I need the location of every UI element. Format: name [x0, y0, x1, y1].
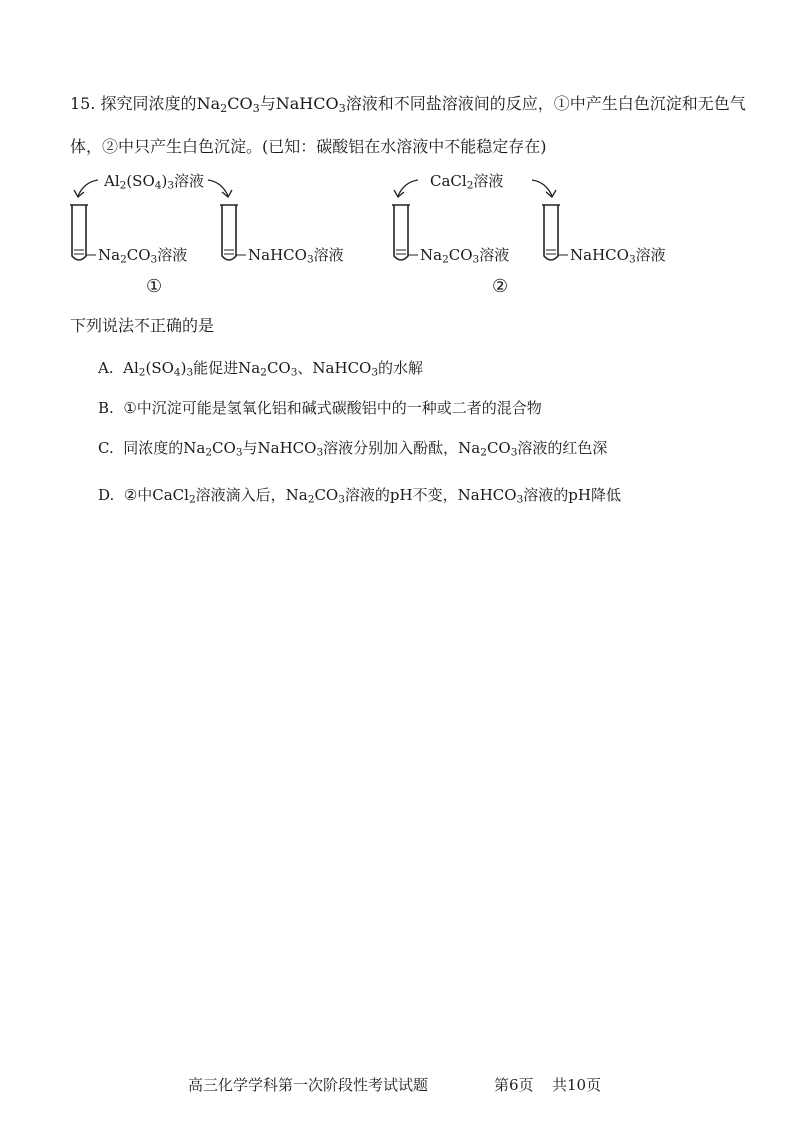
tube-label-nahco3-2: NaHCO$_3$溶液 [570, 246, 666, 266]
tube-label-na2co3-1: $Na_2CO_3$溶液 [98, 246, 188, 266]
option-a: A. $Al_2(SO_4)_3$能促进$Na_2CO_3$、NaHCO$_3$的水解 [98, 359, 424, 379]
tube-label-nahco3-1: NaHCO$_3$溶液 [248, 246, 344, 266]
question-number: 15. [70, 94, 96, 113]
reagent-label-2: CaCl$_2$溶液 [430, 172, 504, 192]
question-line-2: 体，②中只产生白色沉淀。(已知：碳酸铝在水溶液中不能稳定存在) [70, 137, 547, 156]
arrow-left-2 [398, 180, 418, 196]
experiment-diagram [0, 0, 800, 330]
tube-label-na2co3-2: $Na_2CO_3$溶液 [420, 246, 510, 266]
test-tube-icon [542, 205, 568, 260]
question-prompt: 下列说法不正确的是 [70, 316, 215, 335]
option-d: D. ②中CaCl$_2$溶液滴入后，$Na_2CO_3$溶液的pH不变，NaHCO$_3$溶液的pH降低 [98, 486, 621, 506]
experiment-marker-2: ② [492, 276, 509, 297]
arrow-right-2 [532, 180, 552, 196]
test-tube-icon [70, 205, 96, 260]
test-tube-icon [392, 205, 418, 260]
arrow-left-1 [78, 180, 98, 196]
option-b: B. ①中沉淀可能是氢氧化铝和碱式碳酸铝中的一种或二者的混合物 [98, 399, 542, 417]
reagent-label-1: $Al_2(SO_4)_3$溶液 [104, 172, 205, 192]
option-c: C. 同浓度的$Na_2CO_3$与NaHCO$_3$溶液分别加入酚酞，$Na_2CO_3$溶液的红色深 [98, 439, 608, 459]
test-tube-icon [220, 205, 246, 260]
footer-title: 高三化学学科第一次阶段性考试试题 [188, 1076, 429, 1094]
arrow-right-1 [208, 180, 228, 196]
question-line-1: 15. 探究同浓度的$Na_2CO_3$与NaHCO$_3$溶液和不同盐溶液间的反应，①中产生白色沉淀和无色气 [70, 94, 746, 115]
experiment-marker-1: ① [146, 276, 163, 297]
footer-page: 第6页 [494, 1076, 534, 1094]
footer-total: 共10页 [552, 1076, 602, 1094]
